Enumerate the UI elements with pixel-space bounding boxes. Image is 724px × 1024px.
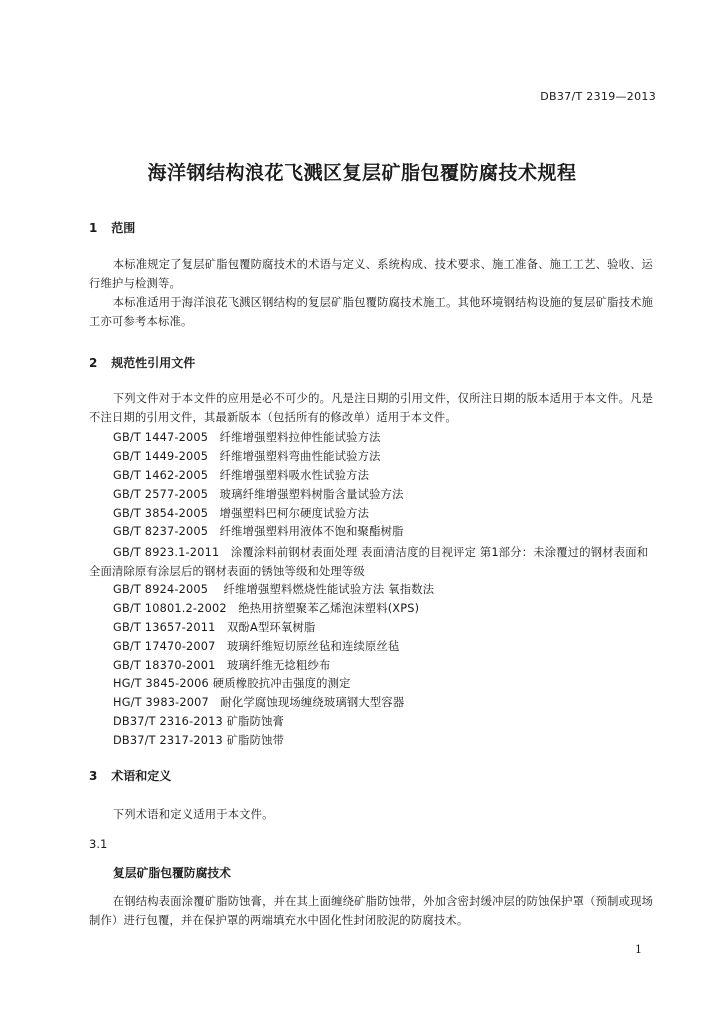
document-title: 海洋钢结构浪花飞溅区复层矿脂包覆防腐技术规程 [147, 162, 577, 184]
references-intro: 下列文件对于本文件的应用是必不可少的。凡是注日期的引用文件，仅所注日期的版本适用于本文件。凡是不注日期的引用文件，其最新版本（包括所有的修改单）适用于本文件。 [89, 392, 654, 424]
section-number: 2 [89, 356, 98, 370]
section-heading-scope [89, 219, 135, 236]
reference-item: HG/T 3983-2007 耐化学腐蚀现场缠绕玻璃钢大型容器 [113, 696, 405, 710]
section-title: 术语和定义 [111, 769, 172, 783]
term-definition: 在钢结构表面涂覆矿脂防蚀膏，并在其上面缠绕矿脂防蚀带，外加含密封缓冲层的防蚀保护罩（预制或现场制作）进行包覆，并在保护罩的两端填充水中固化性封闭胶泥的防腐技术。 [89, 895, 654, 927]
reference-item: GB/T 13657-2011 双酚A型环氧树脂 [113, 620, 316, 634]
reference-item: GB/T 18370-2001 玻璃纤维无捻粗纱布 [113, 658, 331, 672]
reference-item: GB/T 2577-2005 玻璃纤维增强塑料树脂含量试验方法 [113, 487, 404, 501]
standard-code: DB37/T 2319—2013 [540, 90, 656, 103]
section-title: 规范性引用文件 [111, 356, 196, 370]
reference-item-long: GB/T 8923.1-2011 涂覆涂料前钢材表面处理 表面清洁度的目视评定 第1部分：未涂覆过的钢材表面和全面清除原有涂层后的钢材表面的锈蚀等级和处理等级 [89, 546, 649, 578]
reference-item: DB37/T 2316-2013 矿脂防蚀膏 [113, 715, 285, 729]
clause-number: 3.1 [89, 837, 108, 851]
reference-item: GB/T 8237-2005 纤维增强塑料用液体不饱和聚酯树脂 [113, 525, 404, 539]
reference-item: GB/T 1449-2005 纤维增强塑料弯曲性能试验方法 [113, 449, 381, 463]
section-heading-terms [89, 767, 171, 784]
reference-item: DB37/T 2317-2013 矿脂防蚀带 [113, 734, 285, 748]
reference-item: GB/T 8924-2005 纤维增强塑料燃烧性能试验方法 氧指数法 [113, 583, 435, 596]
reference-item: HG/T 3845-2006 硬质橡胶抗冲击强度的测定 [113, 677, 351, 691]
reference-item: GB/T 3854-2005 增强塑料巴柯尔硬度试验方法 [113, 506, 370, 520]
reference-item: GB/T 1462-2005 纤维增强塑料吸水性试验方法 [113, 468, 370, 482]
reference-item: GB/T 1447-2005 纤维增强塑料拉伸性能试验方法 [113, 431, 381, 444]
scope-paragraph-1: 本标准规定了复层矿脂包覆防腐技术的术语与定义、系统构成、技术要求、施工准备、施工工艺、验收、运行维护与检测等。 [89, 258, 654, 290]
section-heading-references [89, 354, 195, 371]
reference-item: GB/T 17470-2007 玻璃纤维短切原丝毡和连续原丝毡 [113, 639, 400, 653]
terms-intro: 下列术语和定义适用于本文件。 [112, 808, 274, 821]
term-name: 复层矿脂包覆防腐技术 [113, 866, 231, 880]
scope-paragraph-2: 本标准适用于海洋浪花飞溅区钢结构的复层矿脂包覆防腐技术施工。其他环境钢结构设施的复层矿脂技术施工亦可参考本标准。 [89, 296, 654, 328]
reference-item: GB/T 10801.2-2002 绝热用挤塑聚苯乙烯泡沫塑料(XPS) [113, 601, 420, 615]
reference-list-a [113, 429, 659, 542]
section-number: 3 [89, 769, 98, 783]
section-number: 1 [89, 221, 98, 235]
page-number: 1 [635, 943, 642, 956]
reference-list-b [113, 581, 659, 751]
section-title: 范围 [111, 221, 136, 235]
